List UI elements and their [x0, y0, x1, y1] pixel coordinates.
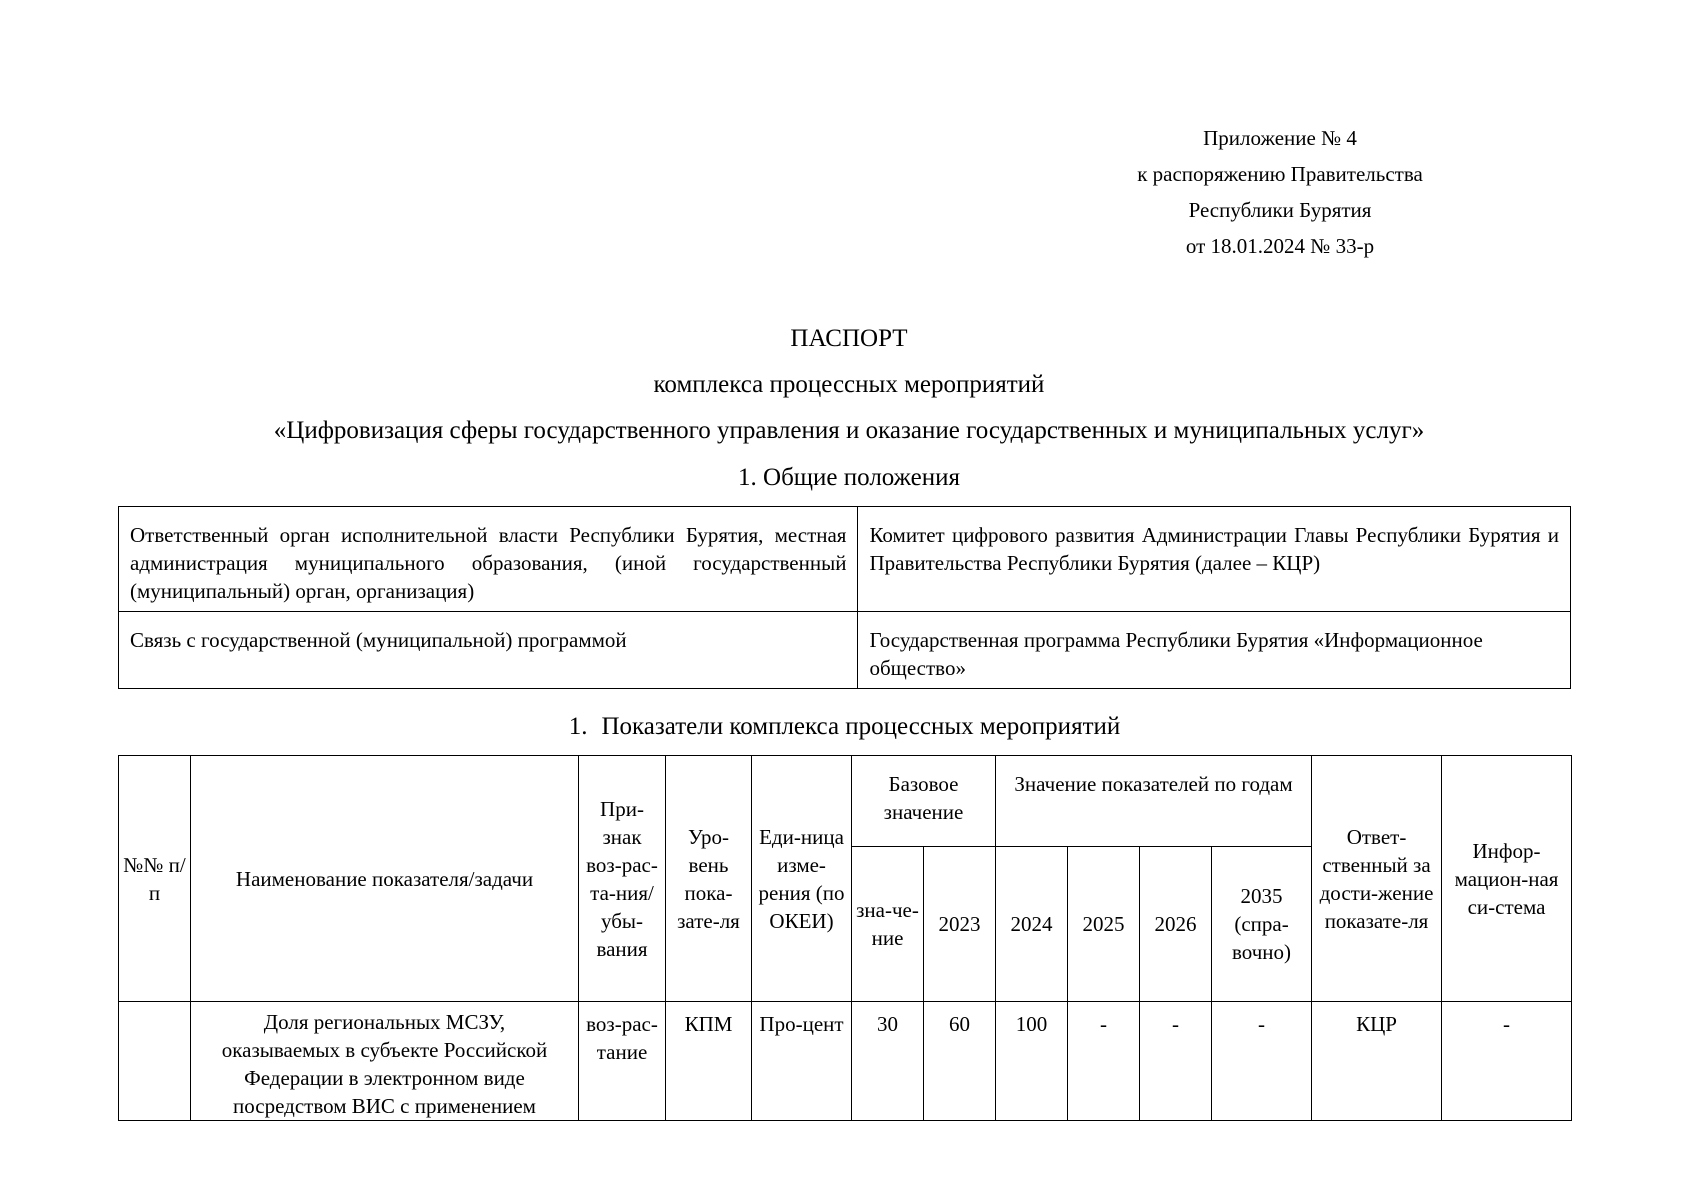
- header-year-2025: 2025: [1068, 847, 1140, 1002]
- header-system: Инфор-мацион-ная си-стема: [1442, 756, 1572, 1002]
- document-subheading: комплекса процессных мероприятий: [653, 371, 1045, 398]
- header-base: Базовое значение: [852, 756, 996, 847]
- cell-level: КПМ: [666, 1002, 752, 1121]
- header-name: Наименование показателя/задачи: [191, 756, 579, 1002]
- program-name: «Цифровизация сферы государственного управления и оказание государственных и муниципальных услуг»: [273, 417, 1425, 444]
- table-row: [119, 507, 1571, 612]
- approval-stamp: [1105, 120, 1455, 264]
- cell-responsible: КЦР: [1312, 1002, 1442, 1121]
- cell-system: -: [1442, 1002, 1572, 1121]
- indicators-table: [118, 755, 1572, 1121]
- indicators-section-label: Показатели комплекса процессных мероприятий: [601, 713, 1121, 740]
- approval-line-3: Республики Бурятия: [1188, 198, 1372, 222]
- general-row-value: Комитет цифрового развития Администрации Главы Республики Бурятия и Правительства Республики Бурятия (далее – КЦР): [858, 507, 1571, 612]
- cell-sign: воз-рас-тание: [579, 1002, 666, 1121]
- cell-unit: Про-цент: [752, 1002, 852, 1121]
- cell-2024: 100: [996, 1002, 1068, 1121]
- general-provisions-table: [118, 506, 1571, 689]
- header-sign: При-знак воз-рас-та-ния/ убы-вания: [579, 756, 666, 1002]
- header-level: Уро-вень пока-зате-ля: [666, 756, 752, 1002]
- table-row: [119, 1002, 1572, 1121]
- general-section-title: 1. Общие положения: [738, 464, 960, 491]
- header-base-value: зна-че-ние: [852, 847, 924, 1002]
- cell-2035: -: [1212, 1002, 1312, 1121]
- cell-name: Доля региональных МСЗУ, оказываемых в субъекте Российской Федерации в электронном виде посредством ВИС с применением: [191, 1002, 579, 1121]
- document-heading: ПАСПОРТ: [790, 325, 908, 352]
- general-row-value: Государственная программа Республики Бурятия «Информационное общество»: [858, 612, 1571, 689]
- indicators-section-number: 1.: [568, 713, 588, 740]
- header-num: №№ п/п: [119, 756, 191, 1002]
- header-unit: Еди-ница изме-рения (по ОКЕИ): [752, 756, 852, 1002]
- cell-2025: -: [1068, 1002, 1140, 1121]
- cell-2026: -: [1140, 1002, 1212, 1121]
- cell-base-value: 30: [852, 1002, 924, 1121]
- table-row: [119, 612, 1571, 689]
- approval-line-2: к распоряжению Правительства: [1137, 162, 1423, 186]
- cell-base-year: 60: [924, 1002, 996, 1121]
- header-year-2024: 2024: [996, 847, 1068, 1002]
- header-base-year: 2023: [924, 847, 996, 1002]
- table-header-row: [119, 756, 1572, 847]
- approval-line-4: от 18.01.2024 № 33-р: [1185, 234, 1375, 258]
- general-row-label: Связь с государственной (муниципальной) программой: [119, 612, 858, 689]
- indicators-section-title: [118, 713, 1571, 741]
- header-years: Значение показателей по годам: [996, 756, 1312, 847]
- header-year-2026: 2026: [1140, 847, 1212, 1002]
- general-row-label: Ответственный орган исполнительной власти Республики Бурятия, местная администрация муниципального образования, (иной государственный (муниципальный) орган, организация): [119, 507, 858, 612]
- header-responsible: Ответ-ственный за дости-жение показате-ля: [1312, 756, 1442, 1002]
- cell-num: [119, 1002, 191, 1121]
- approval-line-1: Приложение № 4: [1203, 126, 1357, 150]
- header-year-2035: 2035 (спра-вочно): [1212, 847, 1312, 1002]
